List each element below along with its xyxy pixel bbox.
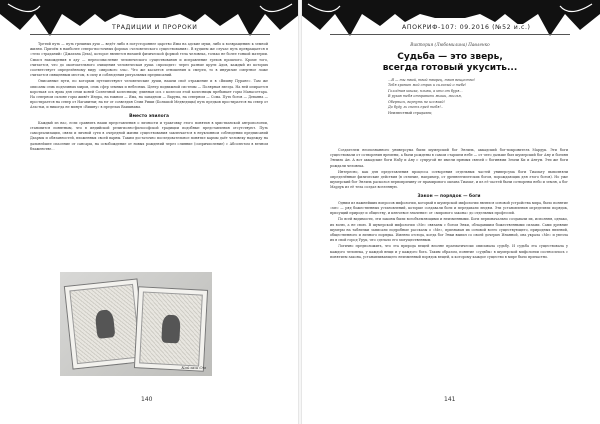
title-line: Судьба — это зверь, [397,52,503,62]
poem-line: До буду ль спеть пред тебя!.. [388,105,444,110]
poem-line: Обернись, вернуть не иссякай! [388,99,445,104]
paragraph: Третий путь — путь грешных душ — ведёт либо в потустороннее царство Ямы на адские муки, либо к возвращению к земной жизни. Причём в наиболее северо-восточных формах «человеческого существования». В худшем же случае путь превращается в «тело страданий» (Джатана Деха), которое является низшей физической формой тела человека, только не более тонкой материи. Смысл нахождения в аду — переосмысление человеческого существования и исправление грехов прошлого. Кроме того, считается, что до окончательного очищения человеческая душа «проходит» через разные круги Адов, каждый из которых соответствует определённому виду «мирового зла». Что же касается отношения к смерти, то в индуизме смертное ложе считается священным местом, в силу и соблюдения ритуальных предписаний. [30,42,268,78]
right-page [300,0,600,424]
poem-line: В рукав тебя отправить мыши, жилья, [388,94,462,99]
paragraph: Описанные пути, по которым путешествуют человеческие души, нашли своё отражение и в «Вишну Пуране». Там же описаны семь подземных миров, семь сфер земных и небесных. Центр подвижной системы — Полярная звезда. На ней опирается короткая ось ярма для семи коней Солнечной колесницы; длинная ось с колесом этой колесницы пребывает горы Манасоттара. На северном склоне горы живёт Индра, на южном — Яма, на западном — Варуна, на северном — Сома. Путь богов — Деваяна — простирается на север от Нагавитхи; на юг от созвездия Семи Риши (Большой Медведицы) путь предков простирается на север от Агастьи, и никогда не минуя «Вишну» в пределах Ваишнавы. [30,79,268,110]
article-author: Виктория (Любомилина) Павленко [410,42,490,47]
page-number: 140 [141,396,153,403]
article-title [330,52,570,74]
photo-signature: Кайлаш Ом [181,365,206,370]
poem-line: Тебя хранит мой страх и сильный о тебе! [388,83,467,88]
header-rule [330,34,570,35]
section-heading: Закон — порядок — боги [417,193,481,199]
epigraph-poem [388,78,528,117]
paragraph: Создателем неопознанного универсума были шумерский бог Энлиль, аккадский бог-покровитель Мардук. Эти боги существовали от сотворения времени, а были рождены в самом старшем небе — от чего дальше был шумерский бог Ану и богиня Энлиль Ан. А вот аккадские боги Набу и Ану с супругой не имели прямых связей с богинями Земли Ки и Антум. Эти же боги рождали человека. [330,148,568,168]
title-line: всегда готовый укусить... [382,63,518,73]
section-heading: Вместо эпилога [129,113,169,119]
running-head: АПОКРИФ-107: 09.2016 (№52 и.с.) [398,24,535,34]
page-number: 141 [444,396,456,403]
header-rule [30,34,270,35]
artwork-card [134,286,208,372]
paragraph: Одним из важнейших вопросов мифологии, который в шумерской мифологии являлся основой устройства мира, было понятие «ме» — ряд божественных установлений, которые создавали боги и передавали людям. Эти установления определяли порядок, присущий природе и обществу, и ключевое значение: от «мирового закона» до отдельных профессий. [330,200,568,216]
paragraph: Логично предположить, что эта природа вещей вполне прагматически описывала судьбу. И судьба эта существовала у каждого человека, у каждой вещи и у каждого бога. Таким образом, понятие «судьбы» в шумерской мифологии соотносилось с понятием закона, устанавливающего неизменный порядок вещей, к которому каждое существо в мире было причастно. [330,244,568,259]
poem-line: Голодная кошка, плыви, а кто от буря... [388,88,463,93]
paragraph: По всей видимости, эти законы были всеобъемлющими и неизменными. Боги первоначально создавали их, исполняя, однако, их волю, а не свою. В шумерской мифологии «Ме» связаны с богом Энки, обладавшим божественными силами. Сами древние шумеры на таблички записали подробные рассказы о «Ме», признавая их основой всего существующего, природных явлений, общественного и личного порядка. Именно отсюда, когда бог Энки выпил со своей дочерью Инанной, она украла «Ме» и увезла их в свой город Урук, что сделало его могущественным. [330,217,568,243]
poem-signature: Неизвестный страдалец [388,111,432,116]
book-gutter [298,0,302,424]
text-column [330,148,568,261]
poem-line: ...Я — ты твой, твой творец, твоя вещество! [388,78,475,82]
paragraph: Интересно, как для представления процесса сотворения отдельных частей универсума боги Тиамату выполняли определённые физические действия (в отличие, например, от древнеегипетских богов, порождающих для этого богов). Но уже шумерский бог Энлиль расколол первопричину от прамирового океана Тиамат, и из её частей были сотворены небо и земля, а бог Мардук из её тела создал вселенную. [330,169,568,190]
text-column [30,42,268,153]
paragraph: Каждый из нас, если сравнить наши представления о личности и трактовку этого понятия в христианской антропологии, становится понятным, что в индийской религиозно-философской традиции подобные представления отсутствуют. Путь самореализации, связи и личной сути в очередной жизни существования заключается в неуклонном соблюдении предписаний Дхармы и обязанностей, вложенных своей варны. Таким достаточно последовательное понятие кармы даёт человеку надежду на дальнейшее спасение от сансары, на освобождение от новых рождений через слияние (сопричисление) с Абсолютом в вечном блаженстве... [30,120,268,151]
illustration-photo [60,272,212,376]
running-head: ТРАДИЦИИ И ПРОРОКИ [108,24,202,34]
